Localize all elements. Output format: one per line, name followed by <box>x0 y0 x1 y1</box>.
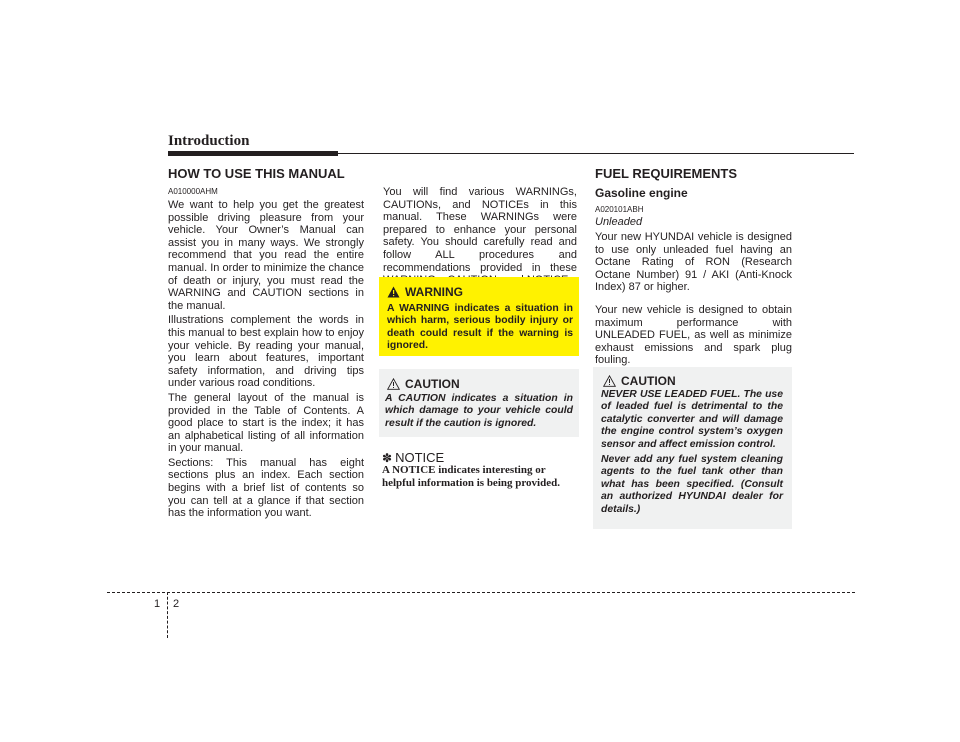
paragraph: The general layout of the manual is provided in the Table of Contents. A good place to start is the index; it has an alphabetical listing of all information in your manual. <box>168 391 364 455</box>
notice-star-icon: ✽ <box>382 450 393 465</box>
paragraph: You will find various WARNINGs, CAUTIONs, and NOTICEs in this manual. These WARNINGs were prepared to enhance your personal safety. You should carefully read and follow ALL procedures and recommendations provided in these <box>383 186 577 274</box>
warning-box <box>379 277 579 356</box>
paragraph: We want to help you get the greatest possible driving pleasure from your vehicle. Your Owner’s Manual can assist you in many ways. We strongly recommend that you read the entire manual. In order to minimize the chance of death or injury, you must read the WARNING and CAUTION sections in the manual. <box>168 199 364 312</box>
fuel-subheading: Gasoline engine <box>595 186 688 200</box>
warning-text: A WARNING indicates a situation in which harm, serious bodily injury or death could result if the warning is ignored. <box>387 303 573 352</box>
how-to-use-body <box>168 199 364 522</box>
paragraph: Sections: This manual has eight sections plus an index. Each section begins with a brief list of contents so you can tell at a glance if that section has the information you want. <box>168 456 364 520</box>
caution-text: A CAUTION indicates a situation in which damage to your vehicle could result if the caution is ignored. <box>385 393 573 429</box>
fuel-heading: FUEL REQUIREMENTS <box>595 166 738 181</box>
footer-dashed-rule <box>107 592 855 593</box>
fuel-body <box>595 231 792 377</box>
page-header-title: Introduction <box>168 133 250 149</box>
caution-title <box>387 377 460 391</box>
caution-line: NEVER USE LEADED FUEL. The use of leaded fuel is detrimental to the catalytic converter and will damage the engine control system’s oxygen sensor and affect emission control. <box>601 389 783 450</box>
header-tab-bar <box>168 151 338 156</box>
fuel-label: Unleaded <box>595 216 643 228</box>
caution-title-label: CAUTION <box>405 377 460 391</box>
caution-box <box>379 369 579 437</box>
how-to-use-heading: HOW TO USE THIS MANUAL <box>168 166 345 181</box>
warnings-intro <box>383 186 577 289</box>
notice-heading <box>382 450 444 465</box>
notice-title: NOTICE <box>395 450 445 465</box>
footer-dashed-divider <box>167 592 168 638</box>
paragraph: Your new HYUNDAI vehicle is designed to use only unleaded fuel having an Octane Rating of RON (Research Octane Number) 91 / AKI (Anti-Knock Index) 87 or higher. <box>595 231 792 294</box>
notice-text: A NOTICE indicates interesting or helpful information is being provided. <box>382 464 560 489</box>
paragraph: Illustrations complement the words in this manual to best explain how to enjoy your vehicle. By reading your manual, you learn about features, important safety information, and driving tips under various road conditions. <box>168 314 364 390</box>
warning-title <box>387 285 463 299</box>
page-number: 2 <box>173 598 180 610</box>
fuel-caution-box <box>593 367 792 529</box>
warning-triangle-icon <box>387 286 400 298</box>
how-to-use-code: A010000AHM <box>168 187 218 196</box>
caution-triangle-icon <box>603 375 616 387</box>
caution-line: Never add any fuel system cleaning agents to the fuel tank other than what has been specified. (Consult an authorized HYUNDAI dealer for details.) <box>601 454 783 515</box>
fuel-caution-title <box>603 374 676 388</box>
fuel-caution-text <box>601 389 783 519</box>
chapter-number: 1 <box>154 598 161 610</box>
paragraph: Your new vehicle is designed to obtain maximum performance with UNLEADED FUEL, as well as minimize exhaust emissions and spark plug fouling. <box>595 303 792 367</box>
warning-title-label: WARNING <box>405 285 463 299</box>
fuel-code: A020101ABH <box>595 205 644 214</box>
caution-triangle-icon <box>387 378 400 390</box>
fuel-caution-title-label: CAUTION <box>621 374 676 388</box>
